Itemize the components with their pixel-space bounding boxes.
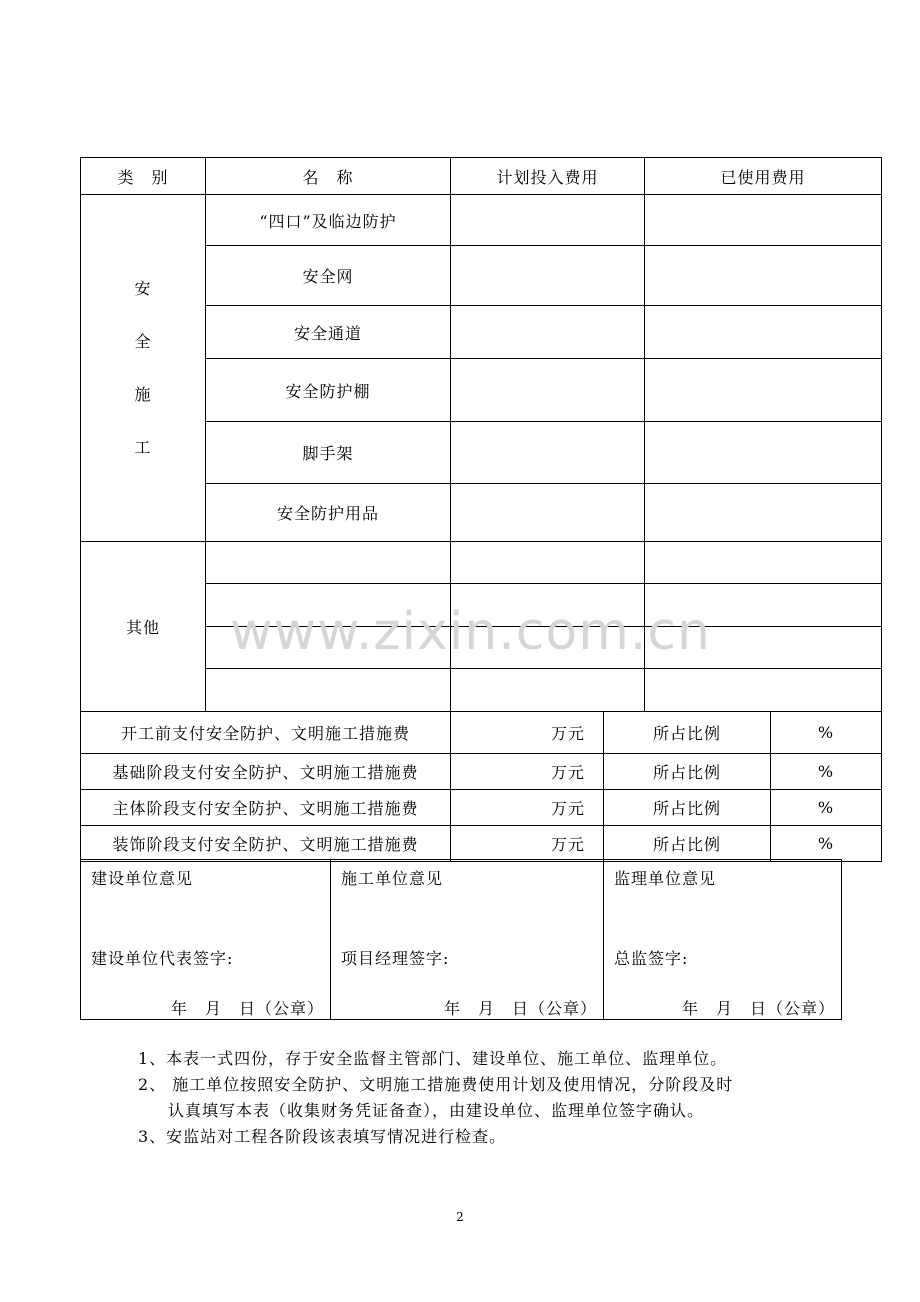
safety-char-4: 工: [134, 438, 152, 457]
cost-form-table: [80, 157, 882, 862]
used-cost-cell[interactable]: [645, 542, 882, 584]
used-cost-cell[interactable]: [645, 359, 882, 422]
other-category-label: 其他: [81, 542, 206, 712]
header-used-cost: 已使用费用: [645, 158, 882, 195]
owner-sign-label: 建设单位代表签字:: [91, 949, 234, 968]
stage-ratio-label: 所占比例: [604, 826, 771, 862]
safety-item-row: [81, 195, 882, 246]
owner-date-label: 年 月 日（公章）: [170, 999, 324, 1018]
safety-item-name: 脚手架: [206, 422, 451, 484]
stage-label: 开工前支付安全防护、文明施工措施费: [81, 712, 451, 754]
used-cost-cell[interactable]: [645, 306, 882, 359]
owner-opinion-label: 建设单位意见: [91, 869, 194, 888]
planned-cost-cell[interactable]: [451, 359, 645, 422]
supervisor-opinion-label: 监理单位意见: [614, 869, 717, 888]
note-item: 3、安监站对工程各阶段该表填写情况进行检查。: [138, 1127, 507, 1146]
safety-item-name: 安全防护棚: [206, 359, 451, 422]
stage-ratio-cell[interactable]: %: [771, 826, 882, 862]
planned-cost-cell[interactable]: [451, 484, 645, 542]
note-item-continued: 认真填写本表（收集财务凭证备查），由建设单位、监理单位签字确认。: [168, 1101, 705, 1120]
contractor-opinion-label: 施工单位意见: [341, 869, 444, 888]
safety-item-name: 安全网: [206, 246, 451, 306]
header-category: 类 别: [81, 158, 206, 195]
used-cost-cell[interactable]: [645, 422, 882, 484]
stage-row: [81, 754, 882, 790]
supervisor-signature-box[interactable]: [604, 860, 842, 1020]
stage-ratio-label: 所占比例: [604, 712, 771, 754]
other-item-name-cell[interactable]: [206, 542, 451, 584]
used-cost-cell[interactable]: [645, 669, 882, 712]
safety-char-3: 施: [134, 385, 152, 404]
other-item-name-cell[interactable]: [206, 669, 451, 712]
watermark-text: www.zixin.com.cn: [230, 602, 711, 662]
safety-item-name: 安全通道: [206, 306, 451, 359]
supervisor-sign-label: 总监签字:: [614, 949, 689, 968]
planned-cost-cell[interactable]: [451, 542, 645, 584]
stage-label: 装饰阶段支付安全防护、文明施工措施费: [81, 826, 451, 862]
stage-amount-cell[interactable]: 万元: [451, 790, 604, 826]
supervisor-date-label: 年 月 日（公章）: [681, 999, 835, 1018]
owner-signature-box[interactable]: [81, 860, 331, 1020]
safety-char-2: 全: [134, 332, 152, 351]
planned-cost-cell[interactable]: [451, 306, 645, 359]
planned-cost-cell[interactable]: [451, 246, 645, 306]
stage-amount-cell[interactable]: 万元: [451, 754, 604, 790]
header-name: 名 称: [206, 158, 451, 195]
contractor-sign-label: 项目经理签字:: [341, 949, 450, 968]
stage-ratio-cell[interactable]: %: [771, 790, 882, 826]
note-item: 1、本表一式四份，存于安全监督主管部门、建设单位、施工单位、监理单位。: [138, 1049, 728, 1068]
safety-char-1: 安: [134, 279, 152, 298]
stage-ratio-cell[interactable]: %: [771, 754, 882, 790]
other-item-row: [81, 542, 882, 584]
stage-row: [81, 790, 882, 826]
contractor-signature-box[interactable]: [331, 860, 604, 1020]
stage-amount-cell[interactable]: 万元: [451, 826, 604, 862]
stage-ratio-label: 所占比例: [604, 754, 771, 790]
used-cost-cell[interactable]: [645, 195, 882, 246]
used-cost-cell[interactable]: [645, 246, 882, 306]
planned-cost-cell[interactable]: [451, 669, 645, 712]
stage-amount-cell[interactable]: 万元: [451, 712, 604, 754]
note-item: 2、 施工单位按照安全防护、文明施工措施费使用计划及使用情况，分阶段及时: [138, 1075, 734, 1094]
used-cost-cell[interactable]: [645, 484, 882, 542]
stage-ratio-cell[interactable]: %: [771, 712, 882, 754]
planned-cost-cell[interactable]: [451, 422, 645, 484]
planned-cost-cell[interactable]: [451, 195, 645, 246]
notes-section: [138, 1046, 733, 1150]
stage-label: 主体阶段支付安全防护、文明施工措施费: [81, 790, 451, 826]
safety-item-name: “四口”及临边防护: [206, 195, 451, 246]
stage-row: [81, 712, 882, 754]
stage-label: 基础阶段支付安全防护、文明施工措施费: [81, 754, 451, 790]
signature-table: [80, 859, 842, 1020]
safety-item-name: 安全防护用品: [206, 484, 451, 542]
safety-category-label: [81, 195, 206, 542]
header-planned-cost: 计划投入费用: [451, 158, 645, 195]
contractor-date-label: 年 月 日（公章）: [443, 999, 597, 1018]
page-number: 2: [456, 1210, 464, 1224]
stage-ratio-label: 所占比例: [604, 790, 771, 826]
stage-row: [81, 826, 882, 862]
signature-row: [81, 860, 842, 1020]
header-row: [81, 158, 882, 195]
